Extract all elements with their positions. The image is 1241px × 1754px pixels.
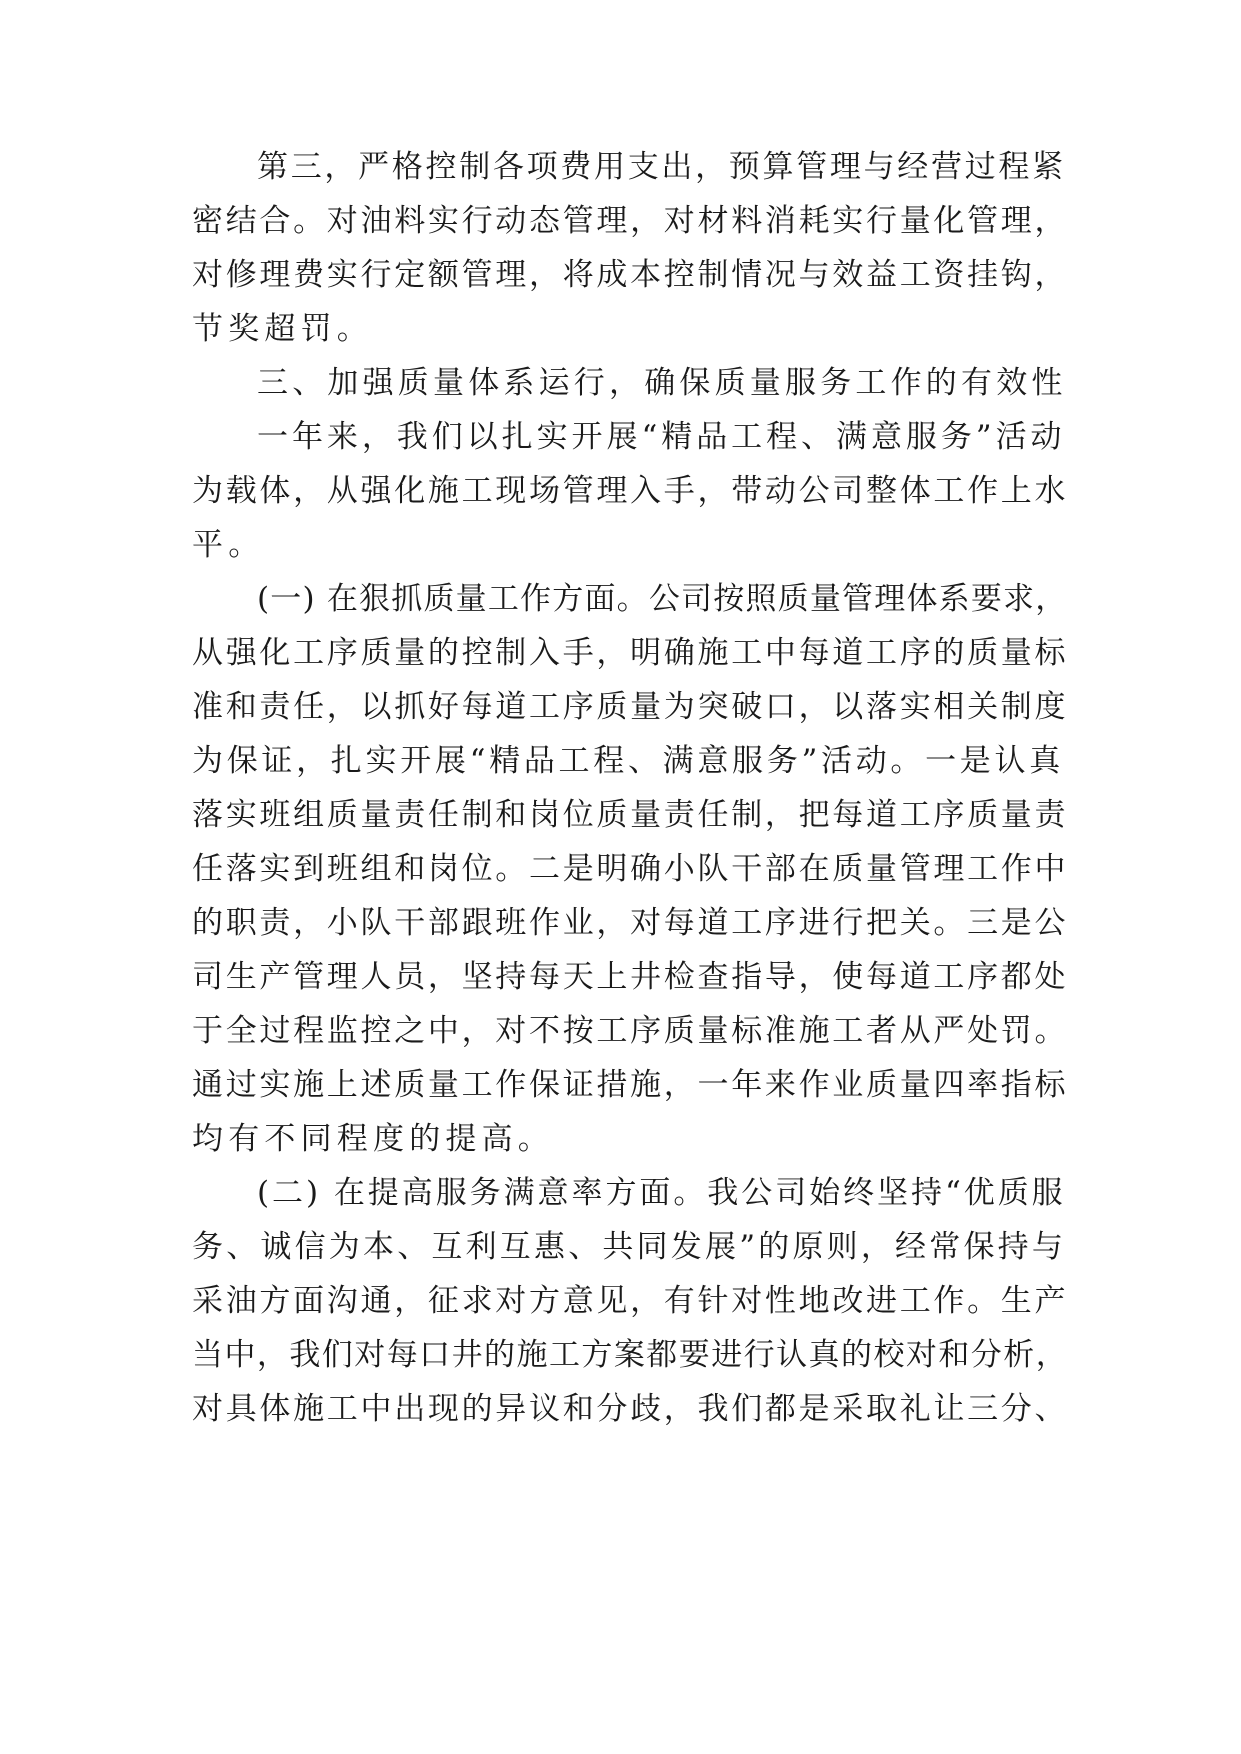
paragraph-line: 准和责任，以抓好每道工序质量为突破口，以落实相关制度 <box>192 689 1069 725</box>
paragraph-line: 为载体，从强化施工现场管理入手，带动公司整体工作上水 <box>192 473 1069 509</box>
paragraph-line: 一年来，我们以扎实开展“精品工程、满意服务”活动 <box>257 419 1066 455</box>
paragraph-line: (二) 在提高服务满意率方面。我公司始终坚持“优质服 <box>257 1175 1066 1211</box>
paragraph-line: 落实班组质量责任制和岗位质量责任制，把每道工序质量责 <box>192 797 1069 833</box>
paragraph-line: 平。 <box>192 527 265 563</box>
paragraph-line: 密结合。对油料实行动态管理，对材料消耗实行量化管理， <box>192 203 1069 239</box>
paragraph-line: 当中，我们对每口井的施工方案都要进行认真的校对和分析， <box>192 1337 1069 1373</box>
paragraph-line: 节奖超罚。 <box>192 311 373 347</box>
paragraph-line: 对修理费实行定额管理，将成本控制情况与效益工资挂钩， <box>192 257 1069 293</box>
paragraph-line: 的职责，小队干部跟班作业，对每道工序进行把关。三是公 <box>192 905 1069 941</box>
paragraph-line: 司生产管理人员，坚持每天上井检查指导，使每道工序都处 <box>192 959 1069 995</box>
paragraph-line: 于全过程监控之中，对不按工序质量标准施工者从严处罚。 <box>192 1013 1069 1049</box>
paragraph-line: 第三，严格控制各项费用支出，预算管理与经营过程紧 <box>257 149 1066 185</box>
paragraph-line: 任落实到班组和岗位。二是明确小队干部在质量管理工作中 <box>192 851 1069 887</box>
paragraph-line: 对具体施工中出现的异议和分歧，我们都是采取礼让三分、 <box>192 1391 1069 1427</box>
paragraph-line: (一) 在狠抓质量工作方面。公司按照质量管理体系要求， <box>257 581 1068 617</box>
paragraph-line: 务、诚信为本、互利互惠、共同发展”的原则，经常保持与 <box>192 1229 1067 1265</box>
paragraph-line: 为保证，扎实开展“精品工程、满意服务”活动。一是认真 <box>192 743 1064 779</box>
paragraph-line: 均有不同程度的提高。 <box>192 1121 554 1157</box>
section-heading: 三、加强质量体系运行，确保质量服务工作的有效性 <box>257 365 1067 401</box>
paragraph-line: 采油方面沟通，征求对方意见，有针对性地改进工作。生产 <box>192 1283 1069 1319</box>
paragraph-line: 通过实施上述质量工作保证措施，一年来作业质量四率指标 <box>192 1067 1069 1103</box>
paragraph-line: 从强化工序质量的控制入手，明确施工中每道工序的质量标 <box>192 635 1069 671</box>
